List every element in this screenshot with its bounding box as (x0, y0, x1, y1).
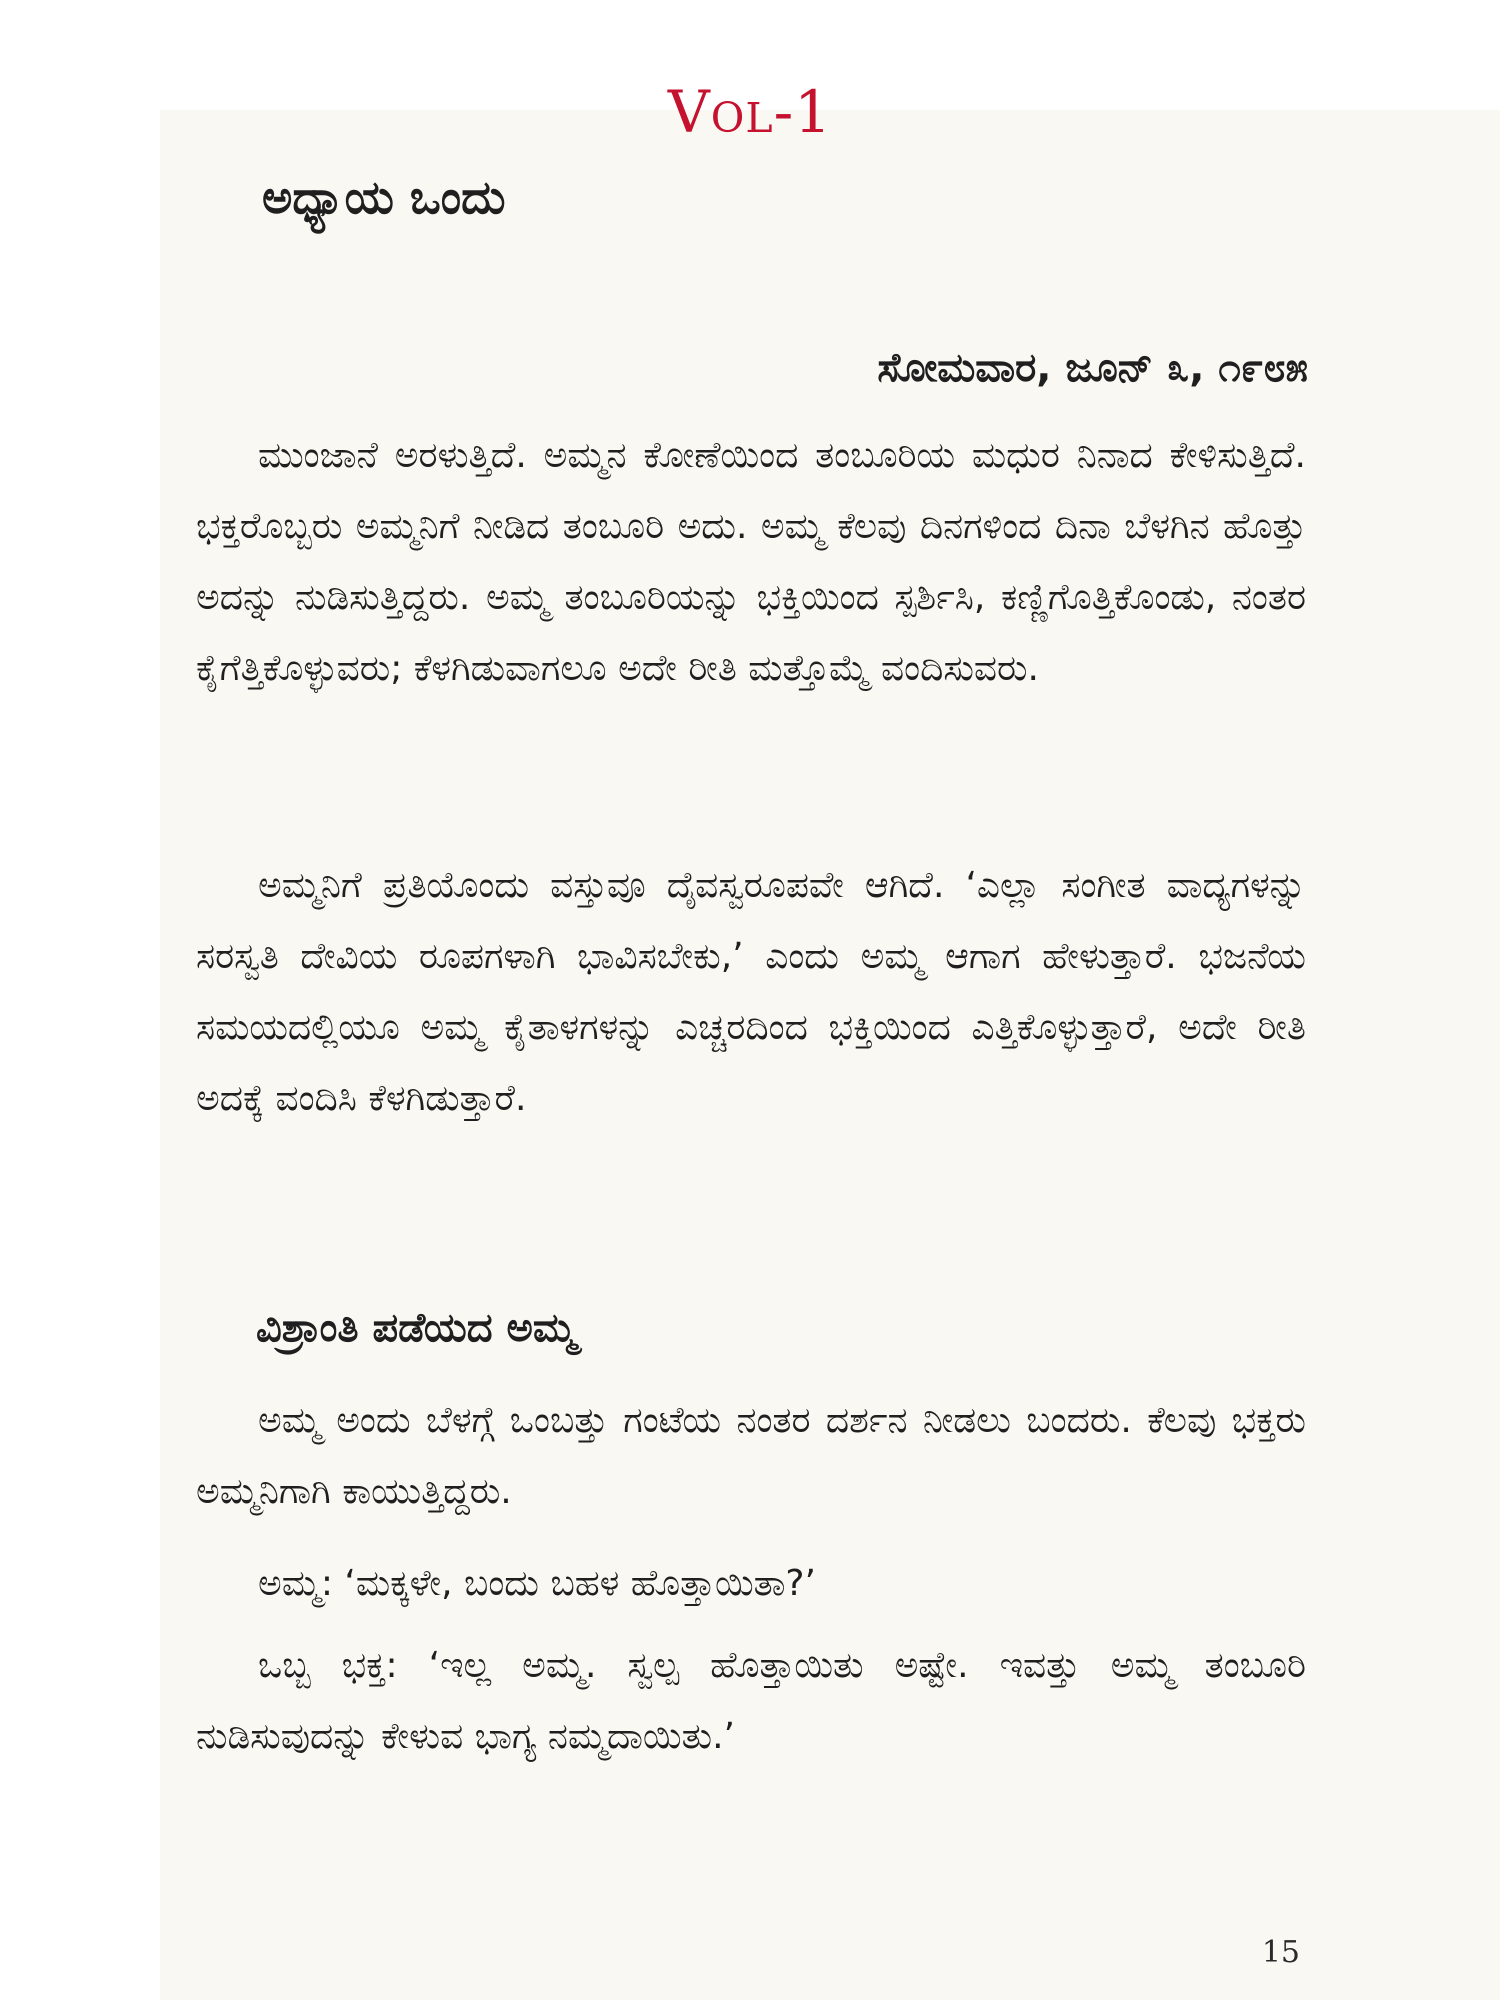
section-heading: ವಿಶ್ರಾಂತಿ ಪಡೆಯದ ಅಮ್ಮ (256, 1305, 577, 1351)
volume-title: Vol-1 (667, 78, 833, 146)
paragraph-1: ಮುಂಜಾನೆ ಅರಳುತ್ತಿದೆ. ಅಮ್ಮನ ಕೋಣೆಯಿಂದ ತಂಬೂರಿಯ ಮಧುರ ನಿನಾದ ಕೇಳಿಸುತ್ತಿದೆ. ಭಕ್ತರೊಬ್ಬರು ಅಮ್ಮನಿಗೆ ನೀಡಿದ ತಂಬೂರಿ ಅದು. ಅಮ್ಮ ಕೆಲವು ದಿನಗಳಿಂದ ದಿನಾ ಬೆಳಗಿನ ಹೊತ್ತು ಅದನ್ನು ನುಡಿಸುತ್ತಿದ್ದರು. ಅಮ್ಮ ತಂಬೂರಿಯನ್ನು ಭಕ್ತಿಯಿಂದ ಸ್ಪರ್ಶಿಸಿ, ಕಣ್ಣಿಗೊತ್ತಿಕೊಂಡು, ನಂತರ ಕೈಗೆತ್ತಿಕೊಳ್ಳುವರು; ಕೆಳಗಿಡುವಾಗಲೂ ಅದೇ ರೀತಿ ಮತ್ತೊಮ್ಮೆ ವಂದಿಸುವರು. (196, 435, 1306, 689)
chapter-heading: ಅಧ್ಯಾಯ ಒಂದು (262, 170, 506, 224)
section-paragraph-2: ಅಮ್ಮ: ‘ಮಕ್ಕಳೇ, ಬಂದು ಬಹಳ ಹೊತ್ತಾಯಿತಾ?’ (258, 1563, 816, 1604)
page-number: 15 (1261, 1935, 1300, 1970)
paragraph-2: ಅಮ್ಮನಿಗೆ ಪ್ರತಿಯೊಂದು ವಸ್ತುವೂ ದೈವಸ್ವರೂಪವೇ ಆಗಿದೆ. ‘ಎಲ್ಲಾ ಸಂಗೀತ ವಾದ್ಯಗಳನ್ನು ಸರಸ್ವತಿ ದೇವಿಯ ರೂಪಗಳಾಗಿ ಭಾವಿಸಬೇಕು,’ ಎಂದು ಅಮ್ಮ ಆಗಾಗ ಹೇಳುತ್ತಾರೆ. ಭಜನೆಯ ಸಮಯದಲ್ಲಿಯೂ ಅಮ್ಮ ಕೈತಾಳಗಳನ್ನು ಎಚ್ಚರದಿಂದ ಭಕ್ತಿಯಿಂದ ಎತ್ತಿಕೊಳ್ಳುತ್ತಾರೆ, ಅದೇ ರೀತಿ ಅದಕ್ಕೆ ವಂದಿಸಿ ಕೆಳಗಿಡುತ್ತಾರೆ. (196, 865, 1306, 1119)
section-paragraph-3: ಒಬ್ಬ ಭಕ್ತ: ‘ಇಲ್ಲ ಅಮ್ಮ. ಸ್ವಲ್ಪ ಹೊತ್ತಾಯಿತು ಅಷ್ಟೇ. ಇವತ್ತು ಅಮ್ಮ ತಂಬೂರಿ ನುಡಿಸುವುದನ್ನು ಕೇಳುವ ಭಾಗ್ಯ ನಮ್ಮದಾಯಿತು.’ (196, 1645, 1306, 1757)
section-paragraph-1: ಅಮ್ಮ ಅಂದು ಬೆಳಗ್ಗೆ ಒಂಬತ್ತು ಗಂಟೆಯ ನಂತರ ದರ್ಶನ ನೀಡಲು ಬಂದರು. ಕೆಲವು ಭಕ್ತರು ಅಮ್ಮನಿಗಾಗಿ ಕಾಯುತ್ತಿದ್ದರು. (196, 1400, 1306, 1512)
date-line: ಸೋಮವಾರ, ಜೂನ್ ೩, ೧೯೮೫ (877, 345, 1308, 391)
